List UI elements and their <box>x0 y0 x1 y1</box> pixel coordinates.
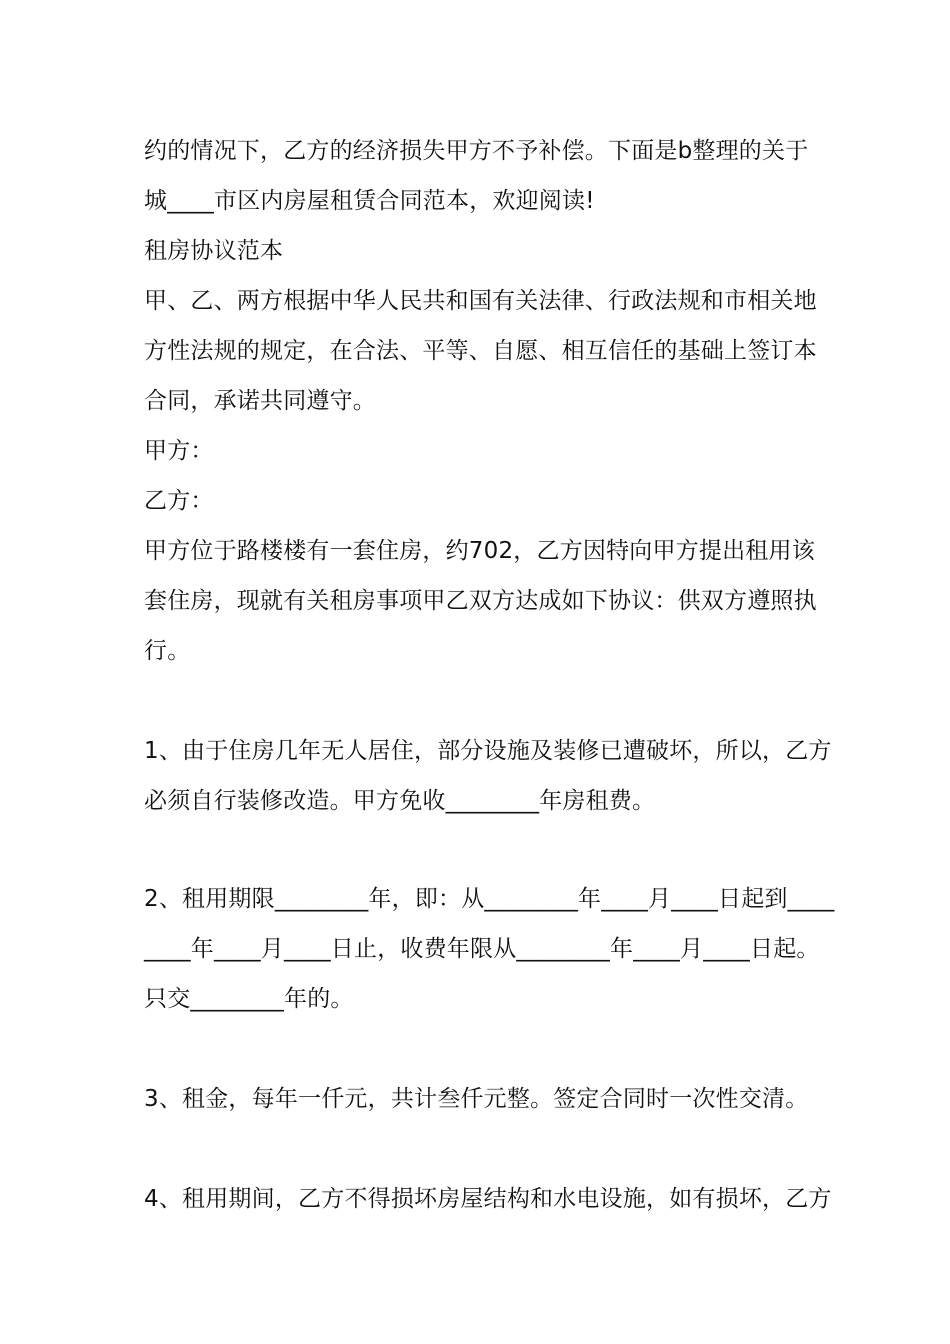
text-line: 套住房，现就有关租房事项甲乙双方达成如下协议：供双方遵照执 <box>144 588 817 614</box>
text-line: 约的情况下，乙方的经济损失甲方不予补偿。下面是b整理的关于 <box>144 138 809 164</box>
clause-4-line: 4、租用期间，乙方不得损坏房屋结构和水电设施，如有损坏，乙方 <box>144 1186 832 1212</box>
clause-1-line: 必须自行装修改造。甲方免收________年房租费。 <box>144 788 656 814</box>
text-line: 甲、乙、两方根据中华人民共和国有关法律、行政法规和市相关地 <box>144 288 817 314</box>
party-a-label: 甲方： <box>144 438 214 464</box>
clause-2-line: 2、租用期限________年，即：从________年____月____日起到____ <box>144 886 835 912</box>
clause-1-line: 1、由于住房几年无人居住，部分设施及装修已遭破坏，所以，乙方 <box>144 738 832 764</box>
text-line: 城____市区内房屋租赁合同范本，欢迎阅读! <box>144 188 595 214</box>
clause-2-line: ____年____月____日止，收费年限从________年____月____日起。 <box>144 936 820 962</box>
text-line: 方性法规的规定，在合法、平等、自愿、相互信任的基础上签订本 <box>144 338 817 364</box>
clause-3-line: 3、租金，每年一仟元，共计叁仟元整。签定合同时一次性交清。 <box>144 1086 809 1112</box>
text-line: 行。 <box>144 638 191 664</box>
text-line: 甲方位于路楼楼有一套住房，约702，乙方因特向甲方提出租用该 <box>144 538 815 564</box>
party-b-label: 乙方： <box>144 488 214 514</box>
clause-2-line: 只交________年的。 <box>144 986 354 1012</box>
text-line: 合同，承诺共同遵守。 <box>144 388 376 414</box>
section-heading: 租房协议范本 <box>144 238 284 264</box>
